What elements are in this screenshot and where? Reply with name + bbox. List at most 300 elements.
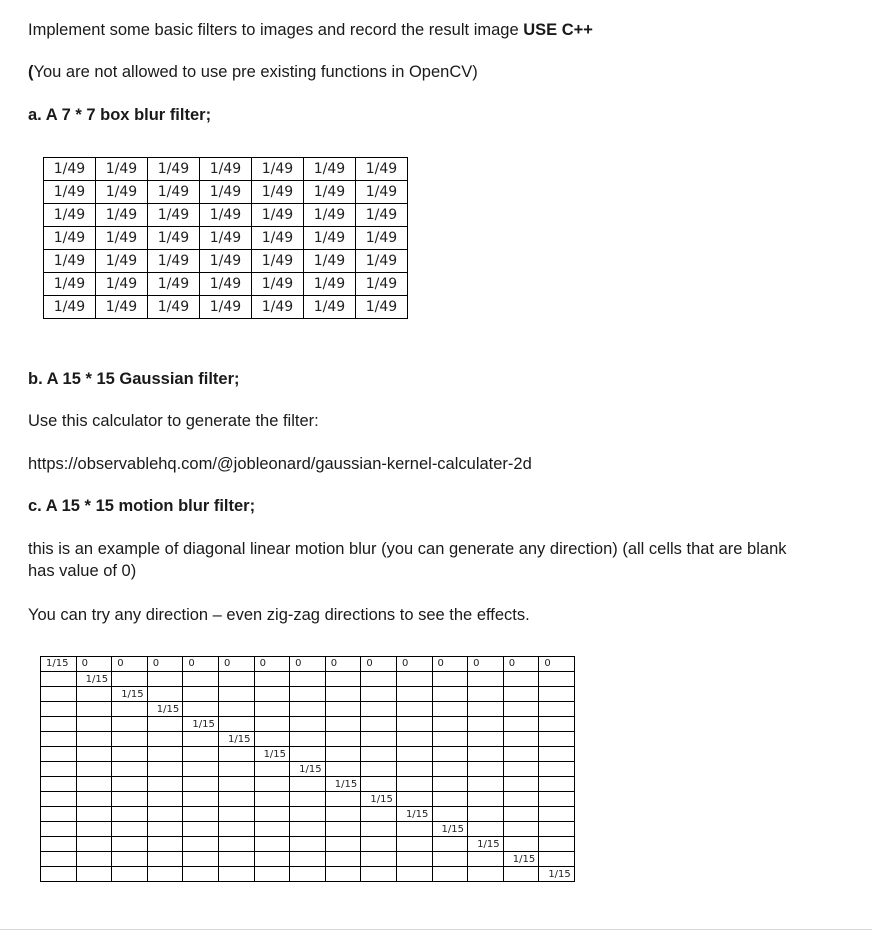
motion-table-cell bbox=[254, 762, 290, 777]
motion-table-cell bbox=[396, 717, 432, 732]
motion-table-cell bbox=[539, 672, 575, 687]
motion-table-cell bbox=[218, 852, 254, 867]
motion-table-cell bbox=[468, 852, 504, 867]
motion-table-cell bbox=[147, 732, 183, 747]
motion-blur-table bbox=[40, 656, 575, 882]
motion-table-cell: 0 bbox=[539, 657, 575, 672]
motion-table-cell bbox=[183, 747, 219, 762]
motion-table-cell bbox=[41, 687, 77, 702]
motion-table-row bbox=[41, 867, 575, 882]
motion-table-row bbox=[41, 822, 575, 837]
box-table-cell: 1/49 bbox=[304, 181, 356, 204]
motion-table-cell bbox=[183, 852, 219, 867]
motion-table-cell bbox=[468, 732, 504, 747]
motion-table-cell bbox=[147, 672, 183, 687]
motion-table-cell bbox=[432, 702, 468, 717]
box-table-cell: 1/49 bbox=[44, 273, 96, 296]
calculator-instruction: Use this calculator to generate the filter: bbox=[28, 412, 319, 430]
motion-table-cell bbox=[432, 807, 468, 822]
box-table-cell: 1/49 bbox=[96, 158, 148, 181]
motion-table-cell bbox=[539, 837, 575, 852]
motion-table-cell bbox=[396, 732, 432, 747]
box-table-cell: 1/49 bbox=[44, 204, 96, 227]
motion-table-cell: 0 bbox=[432, 657, 468, 672]
motion-table-cell bbox=[396, 687, 432, 702]
motion-table-cell bbox=[325, 867, 361, 882]
motion-table-cell bbox=[432, 837, 468, 852]
motion-table-cell: 0 bbox=[183, 657, 219, 672]
motion-table-cell: 0 bbox=[76, 657, 112, 672]
motion-table-cell bbox=[147, 807, 183, 822]
motion-table-cell bbox=[361, 822, 397, 837]
motion-table-cell bbox=[76, 852, 112, 867]
motion-table-cell bbox=[361, 852, 397, 867]
motion-table-cell bbox=[183, 687, 219, 702]
motion-table-cell bbox=[76, 837, 112, 852]
box-table-row bbox=[44, 296, 408, 319]
motion-table-cell bbox=[432, 762, 468, 777]
motion-table-cell bbox=[147, 822, 183, 837]
box-table-cell: 1/49 bbox=[148, 181, 200, 204]
motion-table-cell bbox=[218, 837, 254, 852]
box-table-cell: 1/49 bbox=[148, 227, 200, 250]
section-a-heading: a. A 7 * 7 box blur filter; bbox=[28, 106, 212, 124]
motion-table-cell bbox=[112, 702, 148, 717]
box-table-cell: 1/49 bbox=[252, 204, 304, 227]
motion-table-cell bbox=[218, 687, 254, 702]
motion-table-cell bbox=[112, 777, 148, 792]
motion-table-cell: 1/15 bbox=[183, 717, 219, 732]
motion-table-cell bbox=[503, 702, 539, 717]
box-table-cell: 1/49 bbox=[252, 158, 304, 181]
box-table-cell: 1/49 bbox=[200, 227, 252, 250]
motion-table-cell: 1/15 bbox=[468, 837, 504, 852]
motion-table-cell bbox=[539, 792, 575, 807]
motion-table-cell: 1/15 bbox=[254, 747, 290, 762]
motion-table-cell bbox=[76, 747, 112, 762]
motion-table-cell bbox=[396, 792, 432, 807]
motion-table-cell bbox=[396, 762, 432, 777]
box-table-cell: 1/49 bbox=[304, 227, 356, 250]
motion-table-cell bbox=[503, 837, 539, 852]
motion-table-cell bbox=[112, 837, 148, 852]
motion-table-cell bbox=[112, 762, 148, 777]
motion-table-cell bbox=[183, 792, 219, 807]
motion-table-cell bbox=[218, 867, 254, 882]
motion-table-cell bbox=[41, 807, 77, 822]
motion-table-cell bbox=[503, 672, 539, 687]
motion-table-cell bbox=[325, 747, 361, 762]
motion-table-cell bbox=[183, 732, 219, 747]
motion-table-cell bbox=[432, 672, 468, 687]
motion-table-cell bbox=[325, 687, 361, 702]
motion-table-cell bbox=[76, 807, 112, 822]
motion-table-cell bbox=[290, 792, 326, 807]
motion-table-row bbox=[41, 807, 575, 822]
motion-table-cell bbox=[325, 717, 361, 732]
box-table-row bbox=[44, 273, 408, 296]
box-table-cell: 1/49 bbox=[148, 296, 200, 319]
box-table-cell: 1/49 bbox=[96, 273, 148, 296]
motion-table-cell bbox=[361, 702, 397, 717]
motion-table-cell bbox=[503, 822, 539, 837]
motion-table-row bbox=[41, 762, 575, 777]
motion-table-cell bbox=[254, 822, 290, 837]
motion-table-cell bbox=[41, 672, 77, 687]
box-table-cell: 1/49 bbox=[356, 250, 408, 273]
motion-table-cell bbox=[539, 822, 575, 837]
motion-table-cell bbox=[76, 732, 112, 747]
motion-table-cell bbox=[254, 807, 290, 822]
box-table-row bbox=[44, 158, 408, 181]
motion-table-cell bbox=[254, 852, 290, 867]
motion-table-cell bbox=[432, 687, 468, 702]
box-table-cell: 1/49 bbox=[304, 250, 356, 273]
intro-bold: USE C++ bbox=[523, 21, 593, 39]
box-table-cell: 1/49 bbox=[356, 204, 408, 227]
motion-table-cell bbox=[290, 837, 326, 852]
motion-table-cell bbox=[468, 762, 504, 777]
motion-table-row bbox=[41, 672, 575, 687]
motion-table-cell bbox=[290, 732, 326, 747]
motion-table-cell bbox=[41, 732, 77, 747]
section-b-heading: b. A 15 * 15 Gaussian filter; bbox=[28, 370, 240, 388]
motion-table-row bbox=[41, 777, 575, 792]
box-table-cell: 1/49 bbox=[44, 227, 96, 250]
motion-table-cell bbox=[218, 672, 254, 687]
motion-table-row bbox=[41, 732, 575, 747]
motion-table-cell bbox=[361, 777, 397, 792]
box-table-cell: 1/49 bbox=[44, 296, 96, 319]
motion-table-cell bbox=[112, 867, 148, 882]
motion-table-cell bbox=[325, 822, 361, 837]
motion-table-cell bbox=[218, 822, 254, 837]
motion-table-cell bbox=[432, 792, 468, 807]
motion-table-cell bbox=[503, 792, 539, 807]
box-blur-table bbox=[43, 157, 408, 319]
motion-table-cell bbox=[361, 762, 397, 777]
motion-table-cell bbox=[76, 717, 112, 732]
motion-table-cell bbox=[76, 762, 112, 777]
motion-table-cell bbox=[147, 867, 183, 882]
box-table-cell: 1/49 bbox=[252, 181, 304, 204]
motion-table-cell: 0 bbox=[147, 657, 183, 672]
box-table-cell: 1/49 bbox=[96, 296, 148, 319]
motion-table-cell bbox=[41, 867, 77, 882]
motion-table-cell bbox=[41, 852, 77, 867]
motion-table-cell bbox=[183, 672, 219, 687]
motion-table-cell bbox=[254, 717, 290, 732]
motion-table-cell bbox=[41, 717, 77, 732]
motion-table-cell bbox=[218, 777, 254, 792]
motion-table-row bbox=[41, 837, 575, 852]
motion-table-cell bbox=[76, 702, 112, 717]
motion-table-cell bbox=[468, 747, 504, 762]
motion-table-cell bbox=[254, 672, 290, 687]
motion-table-cell bbox=[361, 837, 397, 852]
motion-table-cell bbox=[503, 747, 539, 762]
box-table-cell: 1/49 bbox=[148, 273, 200, 296]
box-table-cell: 1/49 bbox=[356, 296, 408, 319]
motion-table-cell bbox=[112, 852, 148, 867]
motion-table-cell bbox=[76, 822, 112, 837]
motion-table-cell: 1/15 bbox=[432, 822, 468, 837]
box-table-cell: 1/49 bbox=[148, 158, 200, 181]
motion-table-cell bbox=[468, 792, 504, 807]
motion-table-cell bbox=[183, 807, 219, 822]
motion-table-cell bbox=[468, 807, 504, 822]
motion-table-cell: 1/15 bbox=[396, 807, 432, 822]
motion-table-row bbox=[41, 687, 575, 702]
motion-table-cell bbox=[539, 702, 575, 717]
box-table-cell: 1/49 bbox=[96, 227, 148, 250]
motion-table-cell bbox=[147, 792, 183, 807]
motion-table-cell bbox=[396, 837, 432, 852]
motion-table-cell bbox=[147, 777, 183, 792]
box-table-cell: 1/49 bbox=[252, 250, 304, 273]
box-table-cell: 1/49 bbox=[252, 296, 304, 319]
section-c-heading: c. A 15 * 15 motion blur filter; bbox=[28, 497, 256, 515]
motion-table-cell bbox=[76, 792, 112, 807]
motion-table-cell bbox=[290, 852, 326, 867]
motion-table-cell bbox=[432, 777, 468, 792]
motion-table-cell bbox=[290, 717, 326, 732]
motion-table-cell bbox=[539, 807, 575, 822]
motion-table-cell bbox=[254, 792, 290, 807]
motion-table-cell bbox=[396, 747, 432, 762]
motion-table-row bbox=[41, 747, 575, 762]
motion-example-text: this is an example of diagonal linear motion blur (you can generate any direction) (all cells that are blank has value of 0) bbox=[28, 540, 787, 580]
motion-table-cell bbox=[183, 702, 219, 717]
motion-table-cell bbox=[290, 867, 326, 882]
motion-table-cell bbox=[183, 837, 219, 852]
motion-table-cell bbox=[325, 732, 361, 747]
motion-table-cell bbox=[147, 837, 183, 852]
motion-table-cell: 0 bbox=[396, 657, 432, 672]
box-table-cell: 1/49 bbox=[148, 204, 200, 227]
motion-table-cell bbox=[290, 702, 326, 717]
box-table-row bbox=[44, 250, 408, 273]
motion-table-row bbox=[41, 657, 575, 672]
motion-table-cell: 0 bbox=[468, 657, 504, 672]
motion-table-row bbox=[41, 792, 575, 807]
motion-table-cell bbox=[503, 732, 539, 747]
motion-table-cell bbox=[41, 837, 77, 852]
motion-table-cell bbox=[468, 687, 504, 702]
motion-table-cell: 1/15 bbox=[112, 687, 148, 702]
motion-table-cell bbox=[290, 687, 326, 702]
box-table-row bbox=[44, 181, 408, 204]
motion-table-cell bbox=[539, 852, 575, 867]
motion-table-cell: 0 bbox=[290, 657, 326, 672]
box-table-cell: 1/49 bbox=[304, 204, 356, 227]
box-table-cell: 1/49 bbox=[304, 296, 356, 319]
box-table-cell: 1/49 bbox=[96, 204, 148, 227]
motion-table-cell bbox=[468, 702, 504, 717]
box-table-cell: 1/49 bbox=[96, 181, 148, 204]
box-table-cell: 1/49 bbox=[356, 227, 408, 250]
motion-table-cell bbox=[112, 672, 148, 687]
motion-table-cell: 1/15 bbox=[325, 777, 361, 792]
motion-table-cell bbox=[290, 747, 326, 762]
motion-table-cell bbox=[112, 792, 148, 807]
motion-table-cell bbox=[218, 807, 254, 822]
motion-try-text: You can try any direction – even zig-zag directions to see the effects. bbox=[28, 606, 530, 624]
box-table-cell: 1/49 bbox=[200, 181, 252, 204]
motion-table-cell bbox=[41, 822, 77, 837]
motion-table-cell bbox=[76, 867, 112, 882]
box-table-cell: 1/49 bbox=[252, 227, 304, 250]
motion-table-cell bbox=[361, 867, 397, 882]
box-table-row bbox=[44, 204, 408, 227]
box-table-cell: 1/49 bbox=[304, 158, 356, 181]
motion-table-cell bbox=[183, 762, 219, 777]
motion-table-cell bbox=[468, 717, 504, 732]
motion-table-cell bbox=[325, 672, 361, 687]
bottom-divider bbox=[0, 929, 872, 930]
motion-table-cell bbox=[396, 867, 432, 882]
motion-table-cell bbox=[183, 822, 219, 837]
motion-table-cell bbox=[147, 852, 183, 867]
box-table-cell: 1/49 bbox=[356, 181, 408, 204]
motion-table-cell: 1/15 bbox=[76, 672, 112, 687]
motion-table-cell bbox=[396, 777, 432, 792]
motion-table-cell bbox=[539, 762, 575, 777]
motion-table-cell bbox=[432, 867, 468, 882]
motion-table-cell bbox=[503, 717, 539, 732]
motion-table-row bbox=[41, 702, 575, 717]
motion-table-row bbox=[41, 717, 575, 732]
box-table-cell: 1/49 bbox=[356, 273, 408, 296]
motion-table-cell bbox=[539, 717, 575, 732]
motion-table-cell bbox=[218, 762, 254, 777]
motion-table-cell: 1/15 bbox=[41, 657, 77, 672]
motion-table-cell bbox=[468, 672, 504, 687]
motion-table-cell bbox=[503, 807, 539, 822]
motion-table-cell: 0 bbox=[325, 657, 361, 672]
motion-table-cell bbox=[325, 762, 361, 777]
motion-table-cell bbox=[147, 717, 183, 732]
box-table-cell: 1/49 bbox=[44, 250, 96, 273]
motion-table-cell bbox=[503, 777, 539, 792]
motion-table-cell bbox=[254, 732, 290, 747]
box-table-cell: 1/49 bbox=[44, 181, 96, 204]
motion-table-cell: 0 bbox=[361, 657, 397, 672]
motion-table-cell bbox=[41, 762, 77, 777]
box-table-cell: 1/49 bbox=[200, 273, 252, 296]
motion-table-cell bbox=[539, 747, 575, 762]
motion-table-cell bbox=[325, 792, 361, 807]
motion-table-cell bbox=[218, 792, 254, 807]
motion-table-cell bbox=[76, 777, 112, 792]
motion-table-cell bbox=[468, 777, 504, 792]
motion-table-cell bbox=[396, 822, 432, 837]
motion-table-cell bbox=[361, 687, 397, 702]
motion-table-cell bbox=[396, 672, 432, 687]
motion-table-cell bbox=[112, 717, 148, 732]
motion-table-cell bbox=[361, 717, 397, 732]
motion-table-cell: 1/15 bbox=[147, 702, 183, 717]
box-table-cell: 1/49 bbox=[200, 250, 252, 273]
note-text: (You are not allowed to use pre existing functions in OpenCV) bbox=[28, 63, 478, 81]
intro-text: Implement some basic filters to images and record the result image USE C++ bbox=[28, 21, 593, 39]
motion-table-cell bbox=[325, 807, 361, 822]
motion-table-cell bbox=[76, 687, 112, 702]
motion-table-cell bbox=[325, 852, 361, 867]
motion-table-row bbox=[41, 852, 575, 867]
motion-table-cell bbox=[112, 732, 148, 747]
motion-table-cell bbox=[468, 867, 504, 882]
motion-table-cell bbox=[290, 807, 326, 822]
motion-table-cell: 0 bbox=[218, 657, 254, 672]
motion-table-cell bbox=[361, 807, 397, 822]
motion-table-cell bbox=[432, 852, 468, 867]
box-table-cell: 1/49 bbox=[356, 158, 408, 181]
motion-table-cell: 1/15 bbox=[503, 852, 539, 867]
motion-table-cell bbox=[468, 822, 504, 837]
motion-table-cell bbox=[254, 867, 290, 882]
motion-table-cell bbox=[254, 702, 290, 717]
motion-table-cell: 1/15 bbox=[539, 867, 575, 882]
motion-table-cell bbox=[539, 777, 575, 792]
motion-table-cell bbox=[254, 837, 290, 852]
motion-table-cell: 1/15 bbox=[361, 792, 397, 807]
motion-table-cell bbox=[325, 837, 361, 852]
motion-table-cell bbox=[432, 717, 468, 732]
motion-table-cell: 0 bbox=[503, 657, 539, 672]
motion-table-cell bbox=[290, 777, 326, 792]
box-table-cell: 1/49 bbox=[96, 250, 148, 273]
motion-table-cell bbox=[432, 747, 468, 762]
motion-table-cell bbox=[183, 777, 219, 792]
motion-table-cell: 1/15 bbox=[290, 762, 326, 777]
motion-table-cell bbox=[396, 852, 432, 867]
motion-table-cell bbox=[361, 732, 397, 747]
motion-table-cell bbox=[112, 807, 148, 822]
motion-table-cell bbox=[503, 867, 539, 882]
motion-table-cell bbox=[183, 867, 219, 882]
box-table-cell: 1/49 bbox=[200, 204, 252, 227]
motion-table-cell bbox=[361, 747, 397, 762]
motion-table-cell bbox=[112, 822, 148, 837]
motion-table-cell bbox=[361, 672, 397, 687]
motion-table-cell: 0 bbox=[112, 657, 148, 672]
motion-table-cell bbox=[503, 762, 539, 777]
motion-table-cell bbox=[218, 747, 254, 762]
calculator-url[interactable]: https://observablehq.com/@jobleonard/gaussian-kernel-calculater-2d bbox=[28, 455, 532, 473]
motion-table-cell bbox=[112, 747, 148, 762]
motion-table-cell bbox=[539, 687, 575, 702]
motion-table-cell bbox=[325, 702, 361, 717]
box-table-cell: 1/49 bbox=[148, 250, 200, 273]
motion-table-cell bbox=[147, 687, 183, 702]
motion-table-cell bbox=[41, 702, 77, 717]
box-table-cell: 1/49 bbox=[252, 273, 304, 296]
motion-table-cell bbox=[147, 747, 183, 762]
motion-table-cell bbox=[290, 672, 326, 687]
motion-table-cell bbox=[147, 762, 183, 777]
motion-table-cell bbox=[290, 822, 326, 837]
box-table-cell: 1/49 bbox=[200, 158, 252, 181]
box-table-cell: 1/49 bbox=[200, 296, 252, 319]
box-table-row bbox=[44, 227, 408, 250]
motion-table-cell bbox=[539, 732, 575, 747]
motion-table-cell bbox=[41, 777, 77, 792]
motion-table-cell bbox=[432, 732, 468, 747]
motion-table-cell bbox=[218, 702, 254, 717]
motion-table-cell bbox=[218, 717, 254, 732]
motion-table-cell bbox=[41, 747, 77, 762]
